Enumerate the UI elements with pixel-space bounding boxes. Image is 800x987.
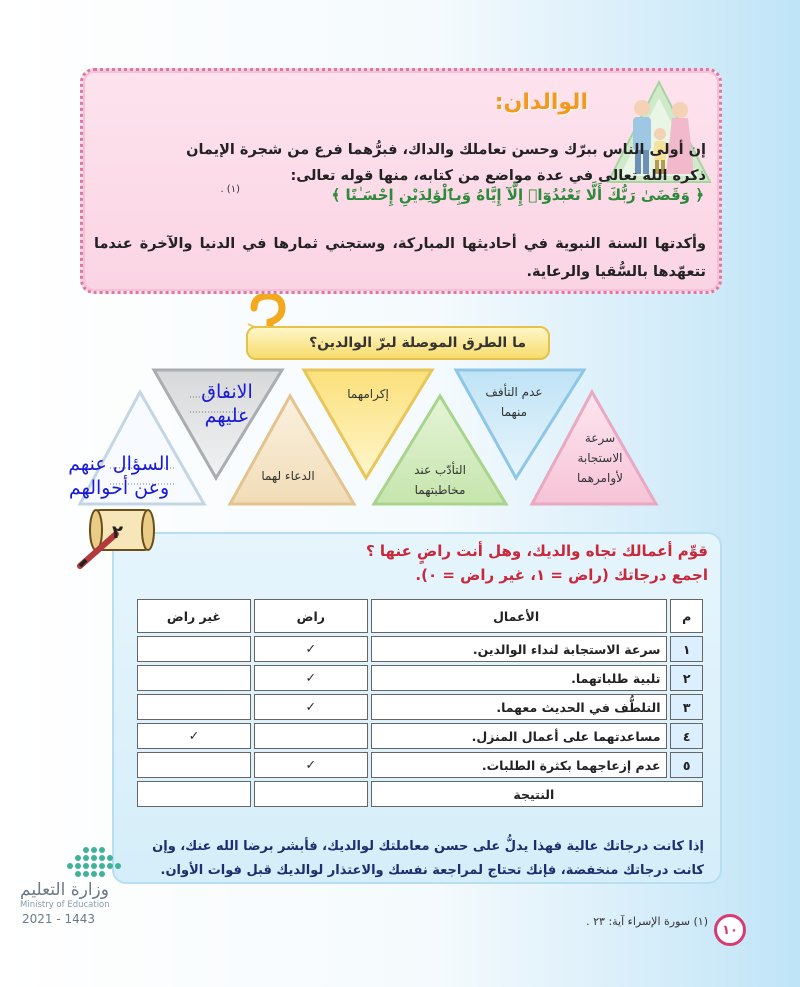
triangle-label-yellow: إكرامهما [347, 387, 389, 401]
intro-paragraph-1: إن أولى الناس ببرّك وحسن تعاملك والداك، فبرُّهما فرع من شجرة الإيمان [186, 142, 706, 158]
triangle-label-green [388, 460, 492, 500]
row-unsatisfied-cell[interactable] [137, 752, 251, 778]
ministry-logo-icon [16, 844, 128, 880]
table-row [137, 752, 703, 778]
table-row [137, 665, 703, 691]
handwritten-answer-grey-line2: عليهم [204, 405, 250, 427]
table-header-row [137, 599, 703, 633]
triangle-label-blue-line1: عدم التأفف [485, 385, 543, 399]
triangle-label-green-line1: التأدّب عند [414, 463, 466, 477]
table-row [137, 636, 703, 662]
question-banner: ما الطرق الموصلة لبرّ الوالدين؟ [246, 326, 550, 360]
header-satisfied: راض [254, 599, 368, 633]
result-unsatisfied-cell[interactable] [137, 781, 251, 807]
row-action: سرعة الاستجابة لنداء الوالدين. [371, 636, 668, 662]
header-num: م [670, 599, 703, 633]
handwritten-answer-grey-line1: الانفاق [201, 381, 253, 403]
triangle-label-pink-line1: سرعة [584, 431, 616, 445]
self-assessment-table [134, 596, 706, 810]
row-satisfied-cell[interactable]: ✓ [254, 694, 368, 720]
triangle-label-blue-line2: منهما [500, 405, 528, 419]
quran-verse: ﴿ وَقَضَىٰ رَبُّكَ أَلَّا تَعْبُدُوٓا۟ إِلَّآ إِيَّاهُ وَبِٱلْوَٰلِدَيْنِ إِحْسَـٰنًا ﴾ [331, 186, 704, 204]
result-row [137, 781, 703, 807]
header-actions: الأعمال [371, 599, 668, 633]
activity-note-2: كانت درجاتك منخفضة، فإنك تحتاج لمراجعة نفسك والاعتذار لوالديك قبل فوات الأوان. [160, 863, 704, 878]
row-unsatisfied-cell[interactable] [137, 636, 251, 662]
handwritten-answer-white-line1: السؤال عنهم [68, 453, 170, 475]
row-num: ٣ [670, 694, 703, 720]
triangle-label-pink-line2: الاستجابة [577, 451, 623, 465]
row-action: تلبية طلباتهما. [371, 665, 668, 691]
activity-number: ٢ [112, 522, 123, 543]
page-number: ١٠ [714, 914, 746, 946]
ministry-name-english: Ministry of Education [20, 900, 110, 910]
triangle-label-blue [458, 382, 570, 422]
row-satisfied-cell[interactable]: ✓ [254, 665, 368, 691]
activity-instruction-2: اجمع درجاتك (راض = ١، غير راض = ٠). [415, 566, 708, 584]
row-num: ٢ [670, 665, 703, 691]
handwritten-answer-grey [190, 380, 264, 428]
handwritten-answer-white [50, 452, 188, 500]
row-satisfied-cell[interactable] [254, 723, 368, 749]
row-action: مساعدتهما على أعمال المنزل. [371, 723, 668, 749]
triangle-label-pink-line3: لأوامرهما [577, 471, 623, 485]
result-label: النتيجة [371, 781, 703, 807]
triangle-label-green-line2: مخاطبتهما [414, 483, 466, 497]
triangle-label-beige: الدعاء لهما [261, 469, 315, 483]
row-unsatisfied-cell[interactable] [137, 665, 251, 691]
row-unsatisfied-cell[interactable]: ✓ [137, 723, 251, 749]
activity-note-1: إذا كانت درجاتك عالية فهذا يدلُّ على حسن معاملتك لوالديك، فأبشر برضا الله عنك، وإن [152, 839, 704, 854]
row-num: ٤ [670, 723, 703, 749]
table-row [137, 694, 703, 720]
triangle-label-pink [548, 428, 652, 488]
row-satisfied-cell[interactable]: ✓ [254, 636, 368, 662]
verse-footnote-ref: (١) . [220, 184, 240, 195]
row-action: التلطُّف في الحديث معهما. [371, 694, 668, 720]
ministry-year: 2021 - 1443 [22, 912, 96, 926]
row-satisfied-cell[interactable]: ✓ [254, 752, 368, 778]
parents-title: الوالدان: [494, 90, 588, 115]
row-unsatisfied-cell[interactable] [137, 694, 251, 720]
intro-paragraph-2: ذكره الله تعالى في عدة مواضع من كتابه، منها قوله تعالى: [290, 168, 706, 184]
ministry-name-arabic: وزارة التعليم [20, 880, 109, 900]
activity-instruction-1: قوِّم أعمالك تجاه والديك، وهل أنت راضٍ عنها ؟ [366, 542, 708, 560]
row-num: ٥ [670, 752, 703, 778]
header-unsatisfied: غير راض [137, 599, 251, 633]
intro-paragraph-3: وأكدتها السنة النبوية في أحاديثها المباركة، وستجني ثمارها في الدنيا والآخرة عندما تتعهّدها بالسُّقيا والرعاية. [94, 236, 706, 280]
handwritten-answer-white-line2: وعن أحوالهم [68, 477, 170, 499]
result-satisfied-cell[interactable] [254, 781, 368, 807]
row-num: ١ [670, 636, 703, 662]
footnote: (١) سورة الإسراء آية: ٢٣ . [586, 915, 708, 928]
table-row [137, 723, 703, 749]
row-action: عدم إزعاجهما بكثرة الطلبات. [371, 752, 668, 778]
